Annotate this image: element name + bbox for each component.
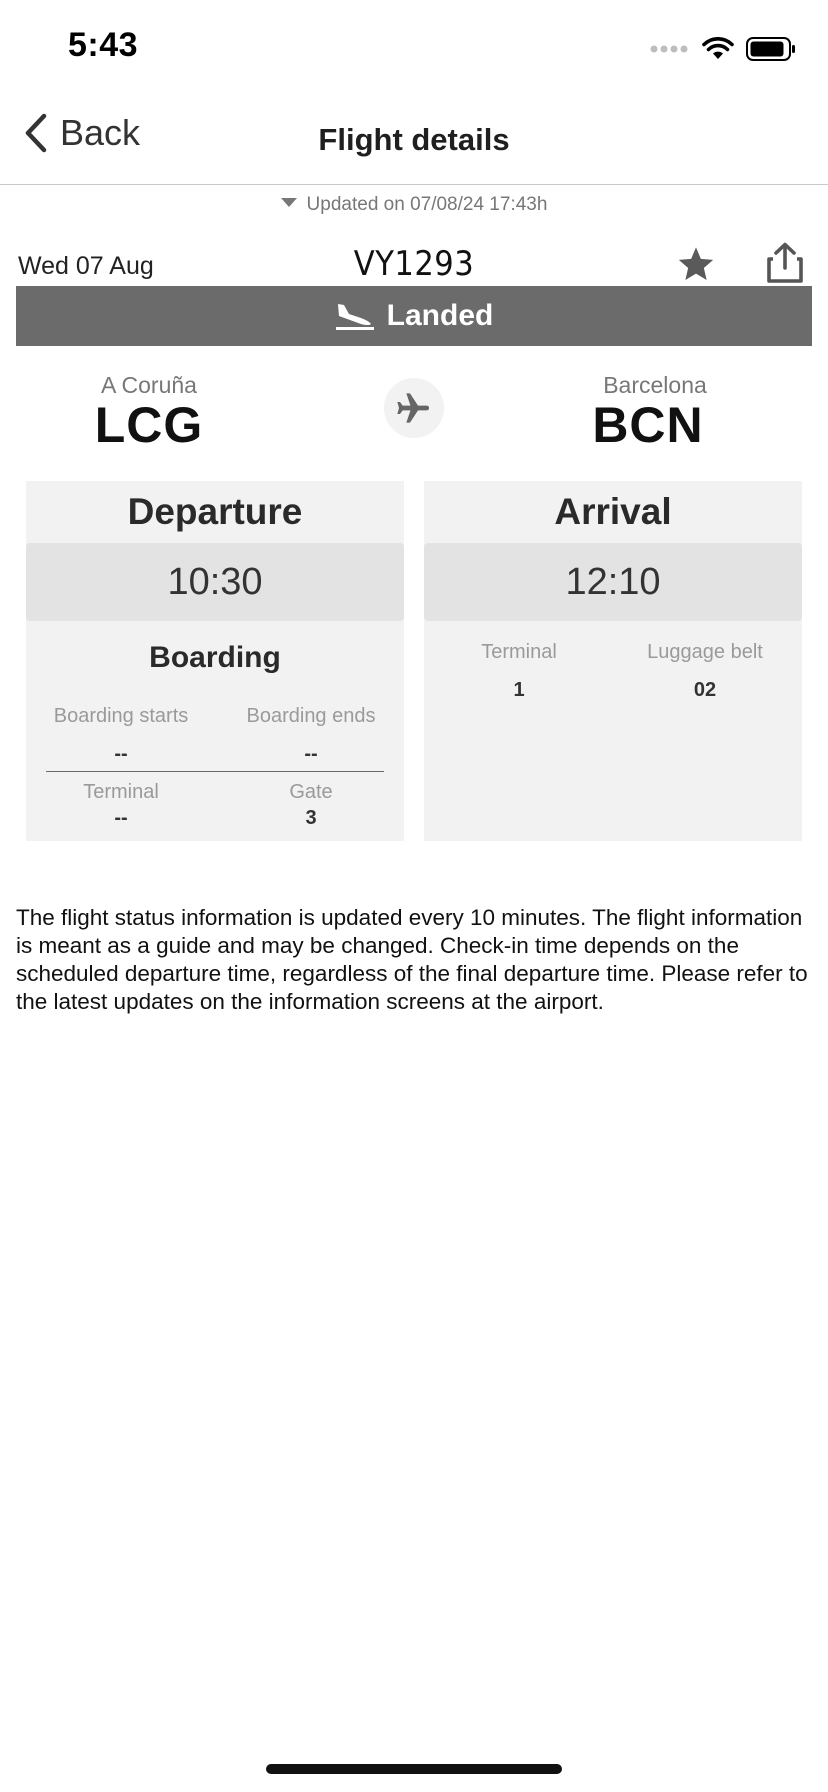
status-time: 5:43 (68, 26, 139, 64)
signal-icon (650, 44, 690, 54)
departure-terminal-label: Terminal (83, 781, 159, 803)
departure-terminal-value: -- (114, 807, 128, 829)
route-separator (384, 378, 444, 438)
boarding-ends-label: Boarding ends (246, 705, 376, 727)
boarding-title: Boarding (149, 641, 281, 674)
departure-title: Departure (127, 491, 303, 532)
share-icon (766, 242, 804, 284)
departure-card (26, 481, 404, 841)
updated-toggle[interactable] (0, 194, 828, 216)
landing-icon (335, 301, 375, 331)
flight-info-disclaimer: The flight status information is updated every 10 minutes. The flight information is meant as a guide and may be changed. Check-in time depends on the scheduled departure time, regardless of the final departure time. Please refer to the latest updates on the information screens at the airport. (16, 905, 808, 1014)
arrival-terminal-label: Terminal (481, 641, 557, 663)
destination-city: Barcelona (603, 372, 707, 398)
boarding-ends-value: -- (304, 743, 318, 765)
luggage-belt-value: 02 (693, 679, 717, 701)
plane-icon (394, 388, 434, 428)
flight-status: Landed (386, 299, 494, 332)
battery-icon (746, 37, 796, 61)
gate-value: 3 (305, 807, 317, 829)
origin-city: A Coruña (101, 372, 197, 398)
flight-status-banner (16, 286, 812, 346)
arrival-title: Arrival (554, 491, 672, 532)
home-indicator[interactable] (266, 1764, 562, 1774)
boarding-starts-value: -- (114, 743, 128, 765)
page-title: Flight details (318, 122, 510, 157)
origin-code: LCG (94, 397, 204, 453)
boarding-starts-label: Boarding starts (53, 705, 189, 727)
back-label: Back (60, 112, 141, 153)
star-icon (676, 244, 716, 284)
share-button[interactable] (766, 242, 804, 284)
boarding-divider (46, 771, 384, 772)
luggage-belt-label: Luggage belt (647, 641, 763, 663)
triangle-down-icon (281, 198, 297, 207)
destination-code: BCN (592, 397, 704, 453)
updated-text: Updated on 07/08/24 17:43h (306, 194, 548, 215)
arrival-card (424, 481, 802, 841)
nav-divider (0, 184, 828, 185)
flight-number: VY1293 (353, 244, 475, 284)
wifi-icon (702, 37, 734, 61)
departure-time: 10:30 (26, 543, 404, 621)
arrival-time: 12:10 (424, 543, 802, 621)
status-icons (650, 34, 796, 64)
gate-label: Gate (289, 781, 333, 803)
flight-date: Wed 07 Aug (18, 252, 154, 280)
favorite-button[interactable] (676, 244, 716, 284)
arrival-terminal-value: 1 (513, 679, 525, 701)
